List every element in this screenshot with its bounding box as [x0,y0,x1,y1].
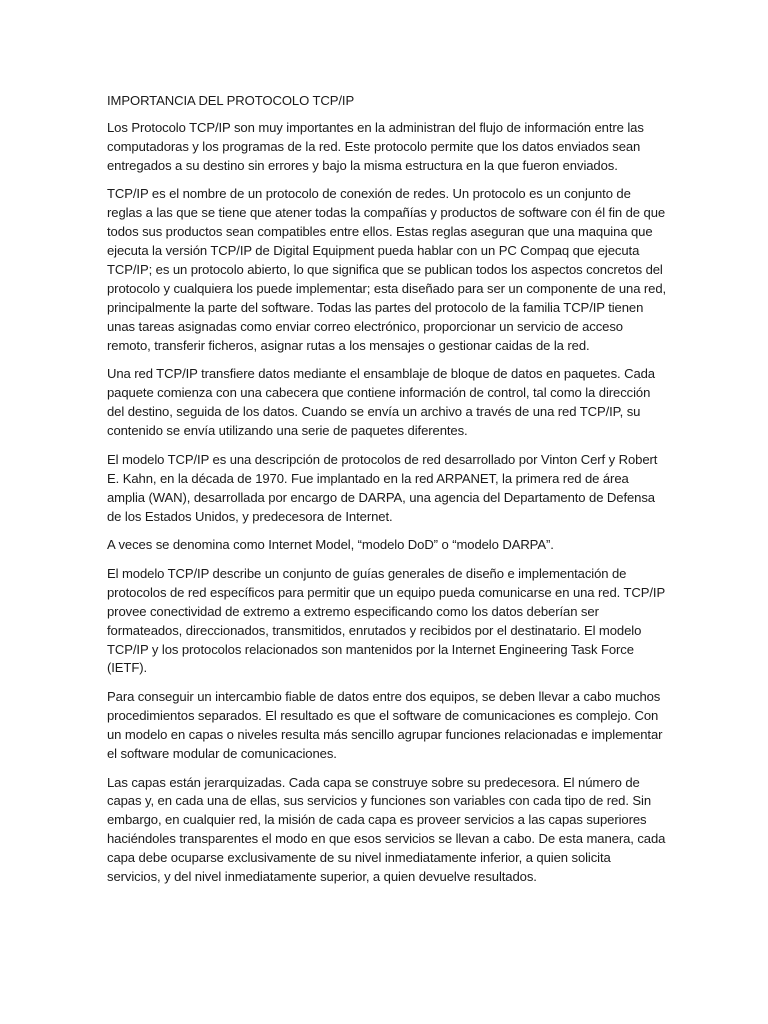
paragraph: Para conseguir un intercambio fiable de datos entre dos equipos, se deben llevar a cabo muchos procedimientos separados. El resultado es que el software de comunicaciones es complejo. Con un modelo en capas o niveles resulta más sencillo agrupar funciones relacionadas e implementar el software modular de comunicaciones. [107,689,663,761]
paragraph: El modelo TCP/IP es una descripción de protocolos de red desarrollado por Vinton Cerf y Robert E. Kahn, en la década de 1970. Fue implantado en la red ARPANET, la primera red de área amplia (WAN), desarrollada por encargo de DARPA, una agencia del Departamento de Defensa de los Estados Unidos, y predecesora de Internet. [107,451,658,524]
document-title: IMPORTANCIA DEL PROTOCOLO TCP/IP [107,93,355,108]
paragraph: El modelo TCP/IP describe un conjunto de guías generales de diseño e implementación de protocolos de red específicos para permitir que un equipo pueda comunicarse en una red. TCP/IP provee conectividad de extremo a extremo especificando como los datos deberían ser formateados, direccionados, transmitidos, enrutados y recibidos por el destinatario. El modelo TCP/IP y los protocolos relacionados son mantenidos por la Internet Engineering Task Force (IETF). [107,565,665,676]
paragraph: Los Protocolo TCP/IP son muy importantes en la administran del flujo de información entre las computadoras y los programas de la red. Este protocolo permite que los datos enviados sean entregados a su destino sin errores y bajo la misma estructura en la que fueron enviados. [107,119,644,173]
paragraph: Una red TCP/IP transfiere datos mediante el ensamblaje de bloque de datos en paquetes. Cada paquete comienza con una cabecera que contiene información de control, tal como la dirección del destino, seguida de los datos. Cuando se envía un archivo a través de una red TCP/IP, su contenido se envía utilizando una serie de paquetes diferentes. [107,366,655,439]
document-page [107,92,667,897]
paragraph: A veces se denomina como Internet Model, “modelo DoD” o “modelo DARPA”. [107,537,554,553]
paragraph: TCP/IP es el nombre de un protocolo de conexión de redes. Un protocolo es un conjunto de reglas a las que se tiene que atener todas la compañías y productos de software con él fin de que todos sus productos sean compatibles entre ellos. Estas reglas aseguran que una maquina que ejecuta la versión TCP/IP de Digital Equipment pueda hablar con un PC Compaq que ejecuta TCP/IP; es un protocolo abierto, lo que significa que se publican todos los aspectos concretos del protocolo y cualquiera los puede implementar; esta diseñado para ser un componente de una red, principalmente la parte del software. Todas las partes del protocolo de la familia TCP/IP tienen unas tareas asignadas como enviar correo electrónico, proporcionar un servicio de acceso remoto, transferir ficheros, asignar rutas a los mensajes o gestionar caidas de la red. [107,186,667,353]
paragraph: Las capas están jerarquizadas. Cada capa se construye sobre su predecesora. El número de capas y, en cada una de ellas, sus servicios y funciones son variables con cada tipo de red. Sin embargo, en cualquier red, la misión de cada capa es proveer servicios a las capas superiores haciéndoles transparentes el modo en que esos servicios se llevan a cabo. De esta manera, cada capa debe ocuparse exclusivamente de su nivel inmediatamente inferior, a quien solicita servicios, y del nivel inmediatamente superior, a quien devuelve resultados. [107,774,666,885]
